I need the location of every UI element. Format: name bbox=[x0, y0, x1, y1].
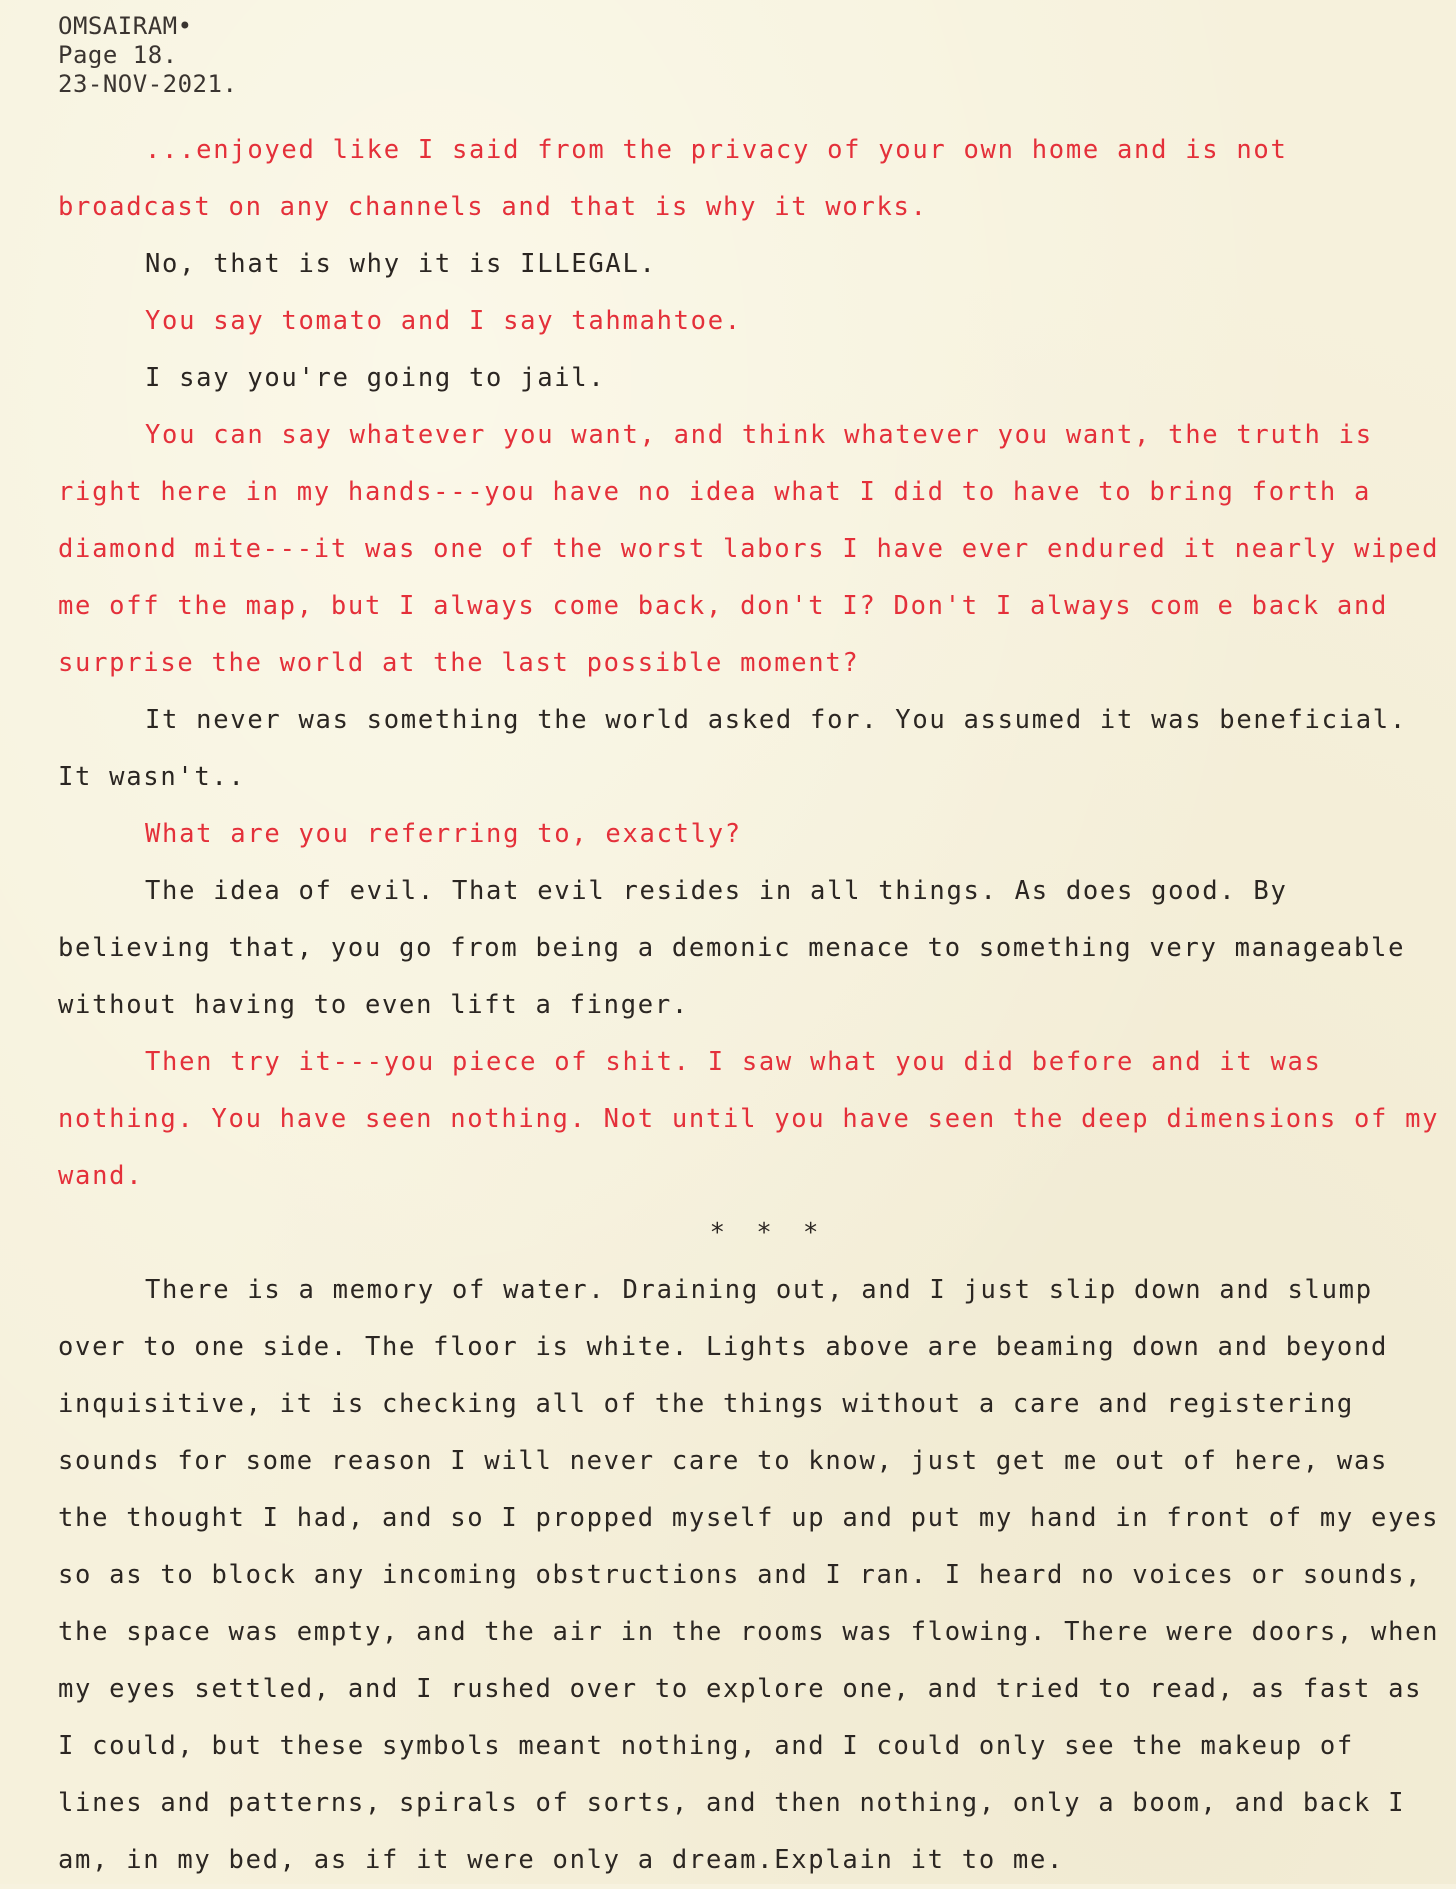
dialogue-line-red: Then try it---you piece of shit. I saw what you did before and it was nothing. You have seen nothing. Not until you have seen the deep dimensions of my wand. bbox=[58, 1047, 1440, 1191]
header-date: 23-NOV-2021. bbox=[58, 70, 238, 98]
dialogue-line-black: The idea of evil. That evil resides in all things. As does good. By believing that, you go from being a demonic menace to something very manageable without having to even lift a finger. bbox=[58, 876, 1406, 1020]
narrative-paragraph: There is a memory of water. Draining out, and I just slip down and slump over to one side. The floor is white. Lights above are beaming down and beyond inquisitive, it is checking all of the things without a care and registering sounds for some reason I will never care to know, just get me out of here, was the thought I had, and so I propped myself up and put my hand in front of my eyes so as to block any incoming obstructions and I ran. I heard no voices or sounds, the space was empty, and the air in the rooms was flowing. There were doors, when my eyes settled, and I rushed over to explore one, and tried to read, as fast as I could, but these symbols meant nothing, and I could only see the makeup of lines and patterns, spirals of sorts, and then nothing, only a boom, and back I am, in my bed, as if it were only a dream.Explain it to me. bbox=[58, 1275, 1440, 1875]
dialogue-line-black: I say you're going to jail. bbox=[145, 363, 606, 393]
dialogue-line-red: ...enjoyed like I said from the privacy of your own home and is not broadcast on any channels and that is why it works. bbox=[58, 135, 1288, 222]
dialogue-line-red: You say tomato and I say tahmahtoe. bbox=[145, 306, 742, 336]
header-page-number: Page 18. bbox=[58, 41, 178, 69]
section-separator: * * * bbox=[709, 1218, 827, 1248]
header-title: OMSAIRAM• bbox=[58, 12, 193, 40]
page-header bbox=[58, 12, 237, 99]
dialogue-line-black: No, that is why it is ILLEGAL. bbox=[145, 249, 657, 279]
page-body bbox=[58, 122, 1448, 1889]
dialogue-line-black: It never was something the world asked for. You assumed it was beneficial. It wasn't.. bbox=[58, 705, 1407, 792]
dialogue-line-red: You can say whatever you want, and think whatever you want, the truth is right here in my hands---you have no idea what I did to have to bring forth a diamond mite---it was one of the worst labors I have ever endured it nearly wiped me off the map, but I always come back, don't I? Don't I always com e back and surprise the world at the last possible moment? bbox=[58, 420, 1440, 678]
dialogue-line-red: What are you referring to, exactly? bbox=[145, 819, 742, 849]
